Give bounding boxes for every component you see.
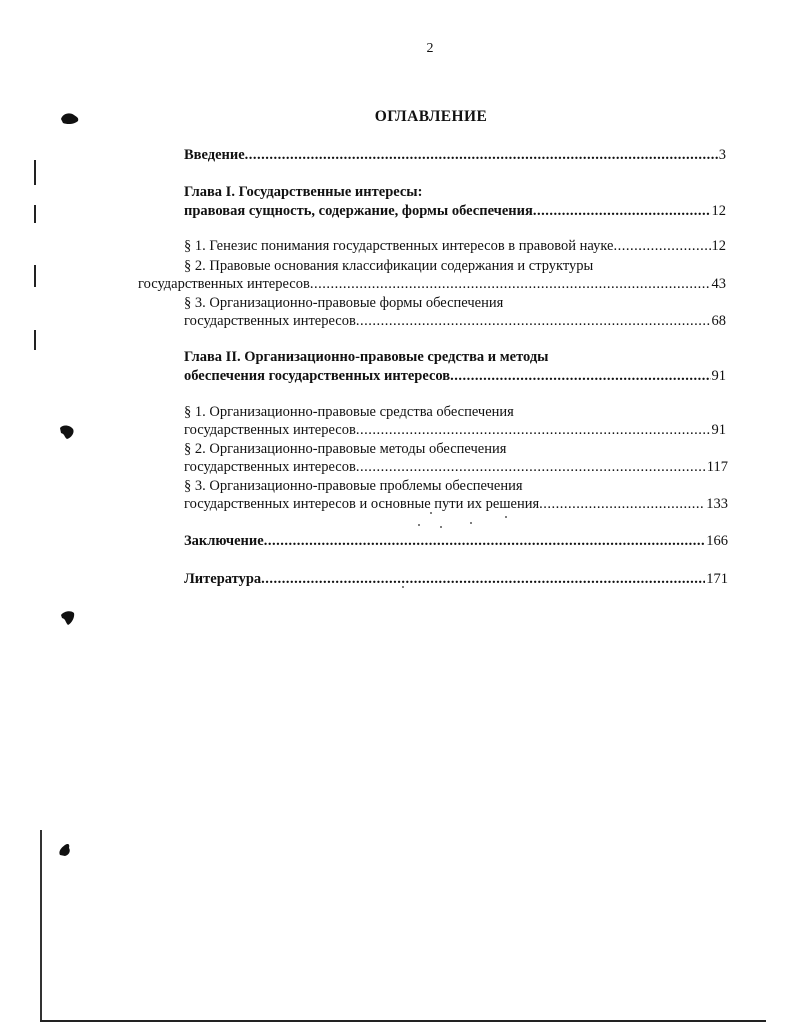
toc-entry-label: государственных интересов xyxy=(184,313,356,329)
toc-entry-label: § 2. Организационно-правовые методы обеспечения xyxy=(184,441,507,457)
scan-line xyxy=(34,205,36,223)
toc-section-1-2-line1[interactable] xyxy=(184,257,744,275)
page-number: 2 xyxy=(426,41,434,56)
toc-entry-page: 3 xyxy=(718,147,726,163)
scan-speck xyxy=(418,524,420,526)
hole-mark-icon xyxy=(58,424,76,440)
toc-entry-page: 12 xyxy=(711,238,726,254)
toc-chapter-heading: обеспечения государственных интересов xyxy=(184,368,451,384)
dot-leader xyxy=(450,367,710,385)
toc-entry-label: государственных интересов и основные пути их решения xyxy=(184,496,540,512)
hole-mark-icon xyxy=(60,610,76,626)
toc-entry-label: § 3. Организационно-правовые формы обеспечения xyxy=(184,295,504,311)
toc-chapter-heading: правовая сущность, содержание, формы обеспечения xyxy=(184,203,533,219)
toc-section-2-3-line2[interactable] xyxy=(184,495,728,513)
toc-section-2-2-line1[interactable] xyxy=(184,440,744,458)
toc-section-2-1-line2[interactable] xyxy=(184,421,726,439)
toc-entry-label: Введение xyxy=(184,147,245,163)
toc-entry-label: § 3. Организационно-правовые проблемы обеспечения xyxy=(184,478,523,494)
toc-entry-page: 12 xyxy=(711,203,726,219)
dot-leader xyxy=(245,146,718,164)
toc-chapter-2-title[interactable] xyxy=(184,348,744,366)
hole-mark-icon xyxy=(60,112,80,126)
scan-line xyxy=(34,330,36,350)
page-edge-left xyxy=(40,830,42,1022)
toc-entry-label: государственных интересов xyxy=(184,422,356,438)
toc-entry-page: 133 xyxy=(706,496,728,512)
dot-leader xyxy=(539,495,705,513)
toc-section-1-1[interactable] xyxy=(184,237,726,255)
toc-entry-page: 91 xyxy=(711,422,726,438)
dot-leader xyxy=(356,312,711,330)
toc-section-2-1-line1[interactable] xyxy=(184,403,744,421)
dot-leader xyxy=(261,570,705,588)
scan-speck xyxy=(440,526,442,528)
toc-entry-conclusion[interactable] xyxy=(184,532,728,550)
scan-speck xyxy=(505,516,507,518)
toc-entry-label: государственных интересов xyxy=(184,459,356,475)
scan-line xyxy=(34,265,36,287)
toc-entry-page: 91 xyxy=(711,368,726,384)
toc-entry-label: Заключение xyxy=(184,533,264,549)
toc-chapter-heading: Глава II. Организационно-правовые средства и методы xyxy=(184,349,549,365)
toc-entry-label: Литература xyxy=(184,571,262,587)
scan-speck xyxy=(402,586,404,588)
toc-entry-page: 117 xyxy=(706,459,728,475)
dot-leader xyxy=(613,237,710,255)
toc-entry-page: 68 xyxy=(711,313,726,329)
toc-chapter-2-subtitle[interactable] xyxy=(184,367,726,385)
dot-leader xyxy=(356,458,706,476)
toc-entry-label: § 2. Правовые основания классификации содержания и структуры xyxy=(184,258,594,274)
toc-entry-introduction[interactable] xyxy=(184,146,726,164)
hole-mark-icon xyxy=(57,842,73,858)
dot-leader xyxy=(264,532,706,550)
toc-entry-page: 171 xyxy=(706,571,728,587)
toc-entry-label: государственных интересов xyxy=(138,276,310,292)
toc-chapter-heading: Глава I. Государственные интересы: xyxy=(184,184,423,200)
toc-entry-page: 43 xyxy=(711,276,726,292)
toc-section-1-2-line2[interactable] xyxy=(138,275,726,293)
toc-section-1-3-line2[interactable] xyxy=(184,312,726,330)
toc-section-1-3-line1[interactable] xyxy=(184,294,744,312)
toc-chapter-1-title[interactable] xyxy=(184,183,744,201)
dot-leader xyxy=(356,421,711,439)
toc-entry-page: 166 xyxy=(706,533,728,549)
page-edge-bottom xyxy=(40,1020,766,1022)
toc-entry-label: § 1. Организационно-правовые средства обеспечения xyxy=(184,404,514,420)
toc-title: ОГЛАВЛЕНИЕ xyxy=(374,108,488,125)
toc-section-2-3-line1[interactable] xyxy=(184,477,744,495)
dot-leader xyxy=(310,275,711,293)
toc-entry-literature[interactable] xyxy=(184,570,728,588)
scan-speck xyxy=(470,522,472,524)
dot-leader xyxy=(533,202,711,220)
toc-entry-label: § 1. Генезис понимания государственных интересов в правовой науке xyxy=(184,238,614,254)
scan-line xyxy=(34,160,36,185)
toc-chapter-1-subtitle[interactable] xyxy=(184,202,726,220)
scan-speck xyxy=(430,512,432,514)
toc-section-2-2-line2[interactable] xyxy=(184,458,728,476)
